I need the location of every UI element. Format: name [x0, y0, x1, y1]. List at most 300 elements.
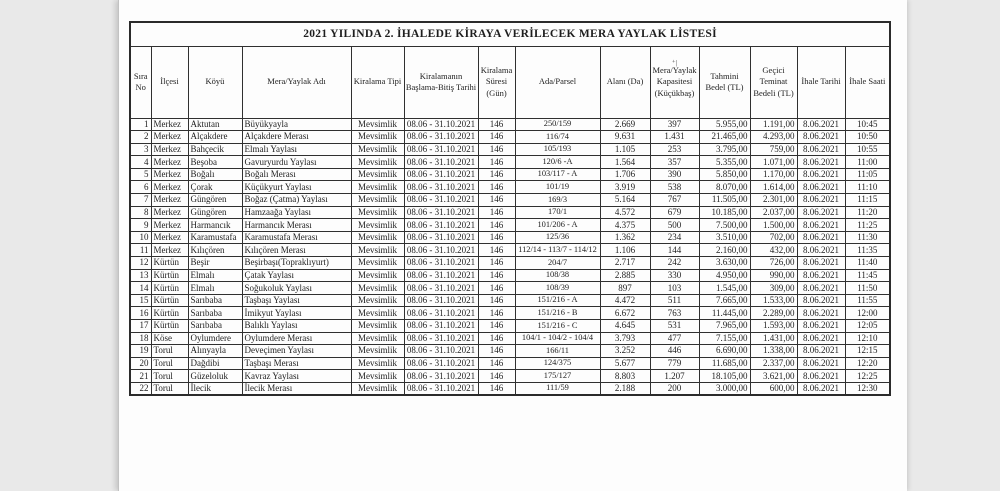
cell-alani: 9.631: [600, 131, 650, 144]
cell-sira-no: 13: [130, 269, 151, 282]
cell-ihale-saati: 12:10: [845, 332, 890, 345]
document-title: 2021 YILINDA 2. İHALEDE KİRAYA VERİLECEK MERA YAYLAK LİSTESİ: [130, 22, 890, 46]
col-header-label: Geçici Teminat Bedeli (TL): [753, 64, 794, 98]
table-row: [130, 219, 890, 232]
cell-ihale-tarihi: 8.06.2021: [797, 382, 845, 395]
cell-ihale-tarihi: 8.06.2021: [797, 332, 845, 345]
cell-ada-parsel: 112/14 - 113/7 - 114/12: [515, 244, 600, 257]
cell-ihale-saati: 12:30: [845, 382, 890, 395]
table-row: [130, 320, 890, 333]
col-header-label: Kiralama Tipi: [353, 76, 402, 87]
table-row: [130, 382, 890, 395]
cell-ilcesi: Merkez: [151, 181, 188, 194]
col-header-kapasite: [650, 46, 699, 118]
cell-gecici-teminat: 1.533,00: [750, 294, 797, 307]
cell-mera-yaylak-adi: Kılıçören Merası: [242, 244, 351, 257]
cell-ilcesi: Merkez: [151, 168, 188, 181]
cell-koyu: Elmalı: [188, 269, 242, 282]
col-header-ilcesi: [151, 46, 188, 118]
cell-gecici-teminat: 1.431,00: [750, 332, 797, 345]
cell-kiralama-tipi: Mevsimlik: [351, 345, 404, 358]
cell-kiralama-suresi: 146: [478, 370, 515, 383]
col-header-label: Sıra No: [133, 70, 148, 92]
cell-gecici-teminat: 990,00: [750, 269, 797, 282]
table-row: [130, 282, 890, 295]
cell-ihale-tarihi: 8.06.2021: [797, 357, 845, 370]
cell-kapasite: 330: [650, 269, 699, 282]
cell-kiralama-tipi: Mevsimlik: [351, 219, 404, 232]
cell-ilcesi: Köse: [151, 332, 188, 345]
cell-kiralama-tipi: Mevsimlik: [351, 231, 404, 244]
cell-kiralama-suresi: 146: [478, 206, 515, 219]
cell-alani: 1.105: [600, 143, 650, 156]
cell-kiralama-suresi: 146: [478, 118, 515, 131]
cell-sira-no: 7: [130, 194, 151, 207]
cell-mera-yaylak-adi: Deveçimen Yaylası: [242, 345, 351, 358]
cell-kiralama-tipi: Mevsimlik: [351, 257, 404, 270]
cell-koyu: Sarıbaba: [188, 294, 242, 307]
cell-kapasite: 390: [650, 168, 699, 181]
cell-ihale-tarihi: 8.06.2021: [797, 320, 845, 333]
cell-mera-yaylak-adi: Karamustafa Merası: [242, 231, 351, 244]
cell-koyu: Karamustafa: [188, 231, 242, 244]
cell-kapasite: 538: [650, 181, 699, 194]
cell-sira-no: 19: [130, 345, 151, 358]
cell-alani: 5.164: [600, 194, 650, 207]
cell-kiralama-tipi: Mevsimlik: [351, 382, 404, 395]
cell-ihale-tarihi: 8.06.2021: [797, 294, 845, 307]
cell-kiralama-tipi: Mevsimlik: [351, 320, 404, 333]
col-header-kiralama-suresi: [478, 46, 515, 118]
cell-ilcesi: Merkez: [151, 219, 188, 232]
col-header-label: İhale Saati: [849, 76, 886, 87]
cell-alani: 5.677: [600, 357, 650, 370]
cell-ada-parsel: 111/59: [515, 382, 600, 395]
col-header-label: Köyü: [205, 76, 225, 87]
cell-mera-yaylak-adi: Hamzaağa Yaylası: [242, 206, 351, 219]
table-row: [130, 370, 890, 383]
col-header-label: Kiralama Süresi (Gün): [480, 64, 513, 98]
cell-ada-parsel: 101/19: [515, 181, 600, 194]
cell-mera-yaylak-adi: İlecik Merası: [242, 382, 351, 395]
cell-ada-parsel: 125/36: [515, 231, 600, 244]
cell-kiralama-suresi: 146: [478, 294, 515, 307]
cell-koyu: Güzeloluk: [188, 370, 242, 383]
cell-ada-parsel: 175/127: [515, 370, 600, 383]
cell-ihale-tarihi: 8.06.2021: [797, 219, 845, 232]
cell-ilcesi: Merkez: [151, 244, 188, 257]
cell-gecici-teminat: 309,00: [750, 282, 797, 295]
cell-kiralama-suresi: 146: [478, 181, 515, 194]
cell-tahmini-bedel: 8.070,00: [699, 181, 750, 194]
cell-kapasite: 763: [650, 307, 699, 320]
col-header-kiralama-tarihi: [404, 46, 478, 118]
cell-ilcesi: Torul: [151, 382, 188, 395]
cell-mera-yaylak-adi: Kavraz Yaylası: [242, 370, 351, 383]
cell-kapasite: 779: [650, 357, 699, 370]
cell-kiralama-tipi: Mevsimlik: [351, 168, 404, 181]
cell-ihale-tarihi: 8.06.2021: [797, 143, 845, 156]
cell-koyu: Çorak: [188, 181, 242, 194]
cell-alani: 2.188: [600, 382, 650, 395]
cell-kapasite: 144: [650, 244, 699, 257]
cell-kiralama-tarihi: 08.06 - 31.10.2021: [404, 118, 478, 131]
cell-kiralama-tipi: Mevsimlik: [351, 206, 404, 219]
cell-kapasite: 679: [650, 206, 699, 219]
cell-koyu: Güngören: [188, 206, 242, 219]
cell-mera-yaylak-adi: Taşbaşı Merası: [242, 357, 351, 370]
cell-tahmini-bedel: 1.545,00: [699, 282, 750, 295]
cell-kiralama-suresi: 146: [478, 282, 515, 295]
document-page: [118, 0, 907, 491]
cell-gecici-teminat: 1.338,00: [750, 345, 797, 358]
cell-sira-no: 6: [130, 181, 151, 194]
table-row: [130, 345, 890, 358]
cell-kapasite: 253: [650, 143, 699, 156]
cell-alani: 3.919: [600, 181, 650, 194]
table-row: [130, 118, 890, 131]
cell-ilcesi: Merkez: [151, 206, 188, 219]
cell-ihale-tarihi: 8.06.2021: [797, 156, 845, 169]
cell-kiralama-suresi: 146: [478, 231, 515, 244]
cell-ihale-saati: 11:15: [845, 194, 890, 207]
cell-alani: 2.669: [600, 118, 650, 131]
table-row: [130, 194, 890, 207]
cell-ihale-saati: 11:00: [845, 156, 890, 169]
cell-mera-yaylak-adi: Taşbaşı Yaylası: [242, 294, 351, 307]
table-row: [130, 206, 890, 219]
cell-koyu: Aktutan: [188, 118, 242, 131]
cell-mera-yaylak-adi: Oylumdere Merası: [242, 332, 351, 345]
cell-sira-no: 12: [130, 257, 151, 270]
cell-koyu: Alınyayla: [188, 345, 242, 358]
cell-ada-parsel: 105/193: [515, 143, 600, 156]
cell-alani: 1.106: [600, 244, 650, 257]
cell-koyu: Beşoba: [188, 156, 242, 169]
cell-ilcesi: Merkez: [151, 118, 188, 131]
cell-kiralama-tarihi: 08.06 - 31.10.2021: [404, 320, 478, 333]
cell-kiralama-tipi: Mevsimlik: [351, 357, 404, 370]
table-row: [130, 168, 890, 181]
cell-kiralama-suresi: 146: [478, 382, 515, 395]
cell-tahmini-bedel: 4.950,00: [699, 269, 750, 282]
cell-sira-no: 20: [130, 357, 151, 370]
table-row: [130, 156, 890, 169]
cell-ihale-tarihi: 8.06.2021: [797, 168, 845, 181]
cell-ilcesi: Kürtün: [151, 320, 188, 333]
scan-artifact-mark: ⁺|: [671, 57, 678, 67]
table-row: [130, 332, 890, 345]
cell-sira-no: 1: [130, 118, 151, 131]
cell-mera-yaylak-adi: Gavuryurdu Yaylası: [242, 156, 351, 169]
cell-koyu: Harmancık: [188, 219, 242, 232]
col-header-koyu: [188, 46, 242, 118]
cell-kiralama-tipi: Mevsimlik: [351, 181, 404, 194]
cell-tahmini-bedel: 10.185,00: [699, 206, 750, 219]
cell-kiralama-tipi: Mevsimlik: [351, 370, 404, 383]
cell-kapasite: 1.431: [650, 131, 699, 144]
col-header-label: Mera/Yaylak Adı: [267, 76, 326, 87]
cell-kiralama-suresi: 146: [478, 357, 515, 370]
cell-ada-parsel: 120/6 -A: [515, 156, 600, 169]
cell-gecici-teminat: 1.191,00: [750, 118, 797, 131]
cell-kapasite: 477: [650, 332, 699, 345]
col-header-gecici-teminat: [750, 46, 797, 118]
cell-tahmini-bedel: 3.000,00: [699, 382, 750, 395]
cell-gecici-teminat: 2.337,00: [750, 357, 797, 370]
table-row: [130, 181, 890, 194]
cell-sira-no: 21: [130, 370, 151, 383]
cell-ihale-tarihi: 8.06.2021: [797, 118, 845, 131]
cell-gecici-teminat: 1.593,00: [750, 320, 797, 333]
cell-gecici-teminat: 2.037,00: [750, 206, 797, 219]
cell-tahmini-bedel: 6.690,00: [699, 345, 750, 358]
cell-kiralama-tarihi: 08.06 - 31.10.2021: [404, 131, 478, 144]
cell-tahmini-bedel: 21.465,00: [699, 131, 750, 144]
cell-kapasite: 531: [650, 320, 699, 333]
cell-ihale-saati: 11:10: [845, 181, 890, 194]
cell-koyu: Beşir: [188, 257, 242, 270]
cell-kiralama-tipi: Mevsimlik: [351, 269, 404, 282]
cell-ihale-tarihi: 8.06.2021: [797, 244, 845, 257]
cell-ihale-saati: 11:55: [845, 294, 890, 307]
cell-alani: 1.362: [600, 231, 650, 244]
cell-tahmini-bedel: 2.160,00: [699, 244, 750, 257]
cell-kiralama-tipi: Mevsimlik: [351, 282, 404, 295]
cell-gecici-teminat: 1.071,00: [750, 156, 797, 169]
table-row: [130, 357, 890, 370]
cell-gecici-teminat: 702,00: [750, 231, 797, 244]
cell-mera-yaylak-adi: Küçükyurt Yaylası: [242, 181, 351, 194]
cell-sira-no: 2: [130, 131, 151, 144]
cell-kiralama-tarihi: 08.06 - 31.10.2021: [404, 257, 478, 270]
cell-sira-no: 9: [130, 219, 151, 232]
cell-kiralama-suresi: 146: [478, 143, 515, 156]
table-row: [130, 269, 890, 282]
cell-ada-parsel: 166/11: [515, 345, 600, 358]
cell-alani: 1.706: [600, 168, 650, 181]
cell-sira-no: 17: [130, 320, 151, 333]
cell-ihale-tarihi: 8.06.2021: [797, 345, 845, 358]
cell-tahmini-bedel: 7.500,00: [699, 219, 750, 232]
cell-mera-yaylak-adi: İmikyut Yaylası: [242, 307, 351, 320]
cell-kiralama-tarihi: 08.06 - 31.10.2021: [404, 345, 478, 358]
mera-yaylak-table: [129, 21, 891, 396]
cell-ada-parsel: 151/216 - A: [515, 294, 600, 307]
cell-tahmini-bedel: 11.685,00: [699, 357, 750, 370]
cell-sira-no: 3: [130, 143, 151, 156]
cell-kiralama-suresi: 146: [478, 332, 515, 345]
cell-kiralama-tipi: Mevsimlik: [351, 244, 404, 257]
cell-koyu: Güngören: [188, 194, 242, 207]
cell-kiralama-tarihi: 08.06 - 31.10.2021: [404, 244, 478, 257]
cell-ada-parsel: 204/7: [515, 257, 600, 270]
cell-ilcesi: Merkez: [151, 156, 188, 169]
cell-kiralama-suresi: 146: [478, 131, 515, 144]
cell-ilcesi: Kürtün: [151, 307, 188, 320]
table-row: [130, 307, 890, 320]
cell-tahmini-bedel: 7.965,00: [699, 320, 750, 333]
cell-sira-no: 4: [130, 156, 151, 169]
cell-gecici-teminat: 1.614,00: [750, 181, 797, 194]
cell-kiralama-suresi: 146: [478, 307, 515, 320]
cell-kiralama-tipi: Mevsimlik: [351, 131, 404, 144]
cell-ihale-tarihi: 8.06.2021: [797, 269, 845, 282]
cell-gecici-teminat: 759,00: [750, 143, 797, 156]
cell-kiralama-tarihi: 08.06 - 31.10.2021: [404, 269, 478, 282]
cell-ada-parsel: 169/3: [515, 194, 600, 207]
cell-kiralama-tarihi: 08.06 - 31.10.2021: [404, 294, 478, 307]
cell-sira-no: 8: [130, 206, 151, 219]
cell-ilcesi: Kürtün: [151, 257, 188, 270]
cell-kiralama-tipi: Mevsimlik: [351, 156, 404, 169]
cell-sira-no: 5: [130, 168, 151, 181]
cell-ada-parsel: 108/39: [515, 282, 600, 295]
cell-ihale-tarihi: 8.06.2021: [797, 131, 845, 144]
cell-sira-no: 22: [130, 382, 151, 395]
cell-koyu: Alçakdere: [188, 131, 242, 144]
cell-ihale-saati: 12:25: [845, 370, 890, 383]
cell-koyu: Sarıbaba: [188, 320, 242, 333]
cell-kiralama-tarihi: 08.06 - 31.10.2021: [404, 231, 478, 244]
cell-ihale-tarihi: 8.06.2021: [797, 231, 845, 244]
cell-ilcesi: Kürtün: [151, 269, 188, 282]
cell-mera-yaylak-adi: Beşirbaşı(Topraklıyurt): [242, 257, 351, 270]
cell-kapasite: 397: [650, 118, 699, 131]
cell-kiralama-tarihi: 08.06 - 31.10.2021: [404, 156, 478, 169]
cell-kiralama-tipi: Mevsimlik: [351, 118, 404, 131]
col-header-ihale-tarihi: [797, 46, 845, 118]
cell-kapasite: 500: [650, 219, 699, 232]
cell-kiralama-tarihi: 08.06 - 31.10.2021: [404, 332, 478, 345]
cell-gecici-teminat: 726,00: [750, 257, 797, 270]
cell-ada-parsel: 170/1: [515, 206, 600, 219]
cell-ihale-tarihi: 8.06.2021: [797, 257, 845, 270]
col-header-mera-yaylak-adi: [242, 46, 351, 118]
cell-koyu: Oylumdere: [188, 332, 242, 345]
cell-mera-yaylak-adi: Balıklı Yaylası: [242, 320, 351, 333]
cell-kiralama-suresi: 146: [478, 194, 515, 207]
cell-gecici-teminat: 3.621,00: [750, 370, 797, 383]
cell-gecici-teminat: 600,00: [750, 382, 797, 395]
cell-koyu: Elmalı: [188, 282, 242, 295]
cell-kiralama-suresi: 146: [478, 320, 515, 333]
cell-ada-parsel: 151/216 - C: [515, 320, 600, 333]
cell-ada-parsel: 116/74: [515, 131, 600, 144]
cell-ilcesi: Kürtün: [151, 294, 188, 307]
col-header-ada-parsel: [515, 46, 600, 118]
cell-ilcesi: Kürtün: [151, 282, 188, 295]
table-row: [130, 131, 890, 144]
title-row: [130, 22, 890, 46]
cell-kiralama-suresi: 146: [478, 219, 515, 232]
cell-alani: 2.717: [600, 257, 650, 270]
cell-ilcesi: Torul: [151, 357, 188, 370]
cell-ilcesi: Torul: [151, 370, 188, 383]
cell-mera-yaylak-adi: Harmancık Merası: [242, 219, 351, 232]
cell-gecici-teminat: 4.293,00: [750, 131, 797, 144]
cell-mera-yaylak-adi: Alçakdere Merası: [242, 131, 351, 144]
cell-alani: 8.803: [600, 370, 650, 383]
cell-alani: 4.572: [600, 206, 650, 219]
cell-ada-parsel: 104/1 - 104/2 - 104/4: [515, 332, 600, 345]
cell-ilcesi: Merkez: [151, 131, 188, 144]
cell-tahmini-bedel: 5.955,00: [699, 118, 750, 131]
cell-ilcesi: Merkez: [151, 143, 188, 156]
cell-mera-yaylak-adi: Soğukoluk Yaylası: [242, 282, 351, 295]
cell-sira-no: 10: [130, 231, 151, 244]
cell-sira-no: 11: [130, 244, 151, 257]
cell-tahmini-bedel: 3.510,00: [699, 231, 750, 244]
cell-alani: 897: [600, 282, 650, 295]
cell-kiralama-tipi: Mevsimlik: [351, 194, 404, 207]
cell-tahmini-bedel: 7.665,00: [699, 294, 750, 307]
col-header-kiralama-tipi: [351, 46, 404, 118]
cell-ihale-tarihi: 8.06.2021: [797, 307, 845, 320]
cell-ihale-saati: 11:30: [845, 231, 890, 244]
cell-tahmini-bedel: 3.630,00: [699, 257, 750, 270]
cell-alani: 4.472: [600, 294, 650, 307]
cell-kiralama-suresi: 146: [478, 257, 515, 270]
cell-gecici-teminat: 2.301,00: [750, 194, 797, 207]
cell-ihale-saati: 10:55: [845, 143, 890, 156]
cell-alani: 2.885: [600, 269, 650, 282]
cell-kiralama-tarihi: 08.06 - 31.10.2021: [404, 357, 478, 370]
cell-ihale-saati: 11:45: [845, 269, 890, 282]
cell-kapasite: 357: [650, 156, 699, 169]
table-body: [130, 118, 890, 395]
cell-ilcesi: Torul: [151, 345, 188, 358]
cell-sira-no: 15: [130, 294, 151, 307]
col-header-sira-no: [130, 46, 151, 118]
cell-tahmini-bedel: 18.105,00: [699, 370, 750, 383]
cell-mera-yaylak-adi: Boğaz (Çatma) Yaylası: [242, 194, 351, 207]
cell-alani: 6.672: [600, 307, 650, 320]
col-header-label: İhale Tarihi: [801, 76, 841, 87]
cell-sira-no: 14: [130, 282, 151, 295]
cell-ihale-saati: 11:05: [845, 168, 890, 181]
cell-koyu: Kılıçören: [188, 244, 242, 257]
cell-ilcesi: Merkez: [151, 194, 188, 207]
cell-ihale-saati: 12:00: [845, 307, 890, 320]
cell-tahmini-bedel: 11.505,00: [699, 194, 750, 207]
cell-koyu: Bahçecik: [188, 143, 242, 156]
cell-sira-no: 16: [130, 307, 151, 320]
cell-kiralama-tarihi: 08.06 - 31.10.2021: [404, 282, 478, 295]
col-header-label: Ada/Parsel: [538, 76, 577, 87]
cell-ada-parsel: 124/375: [515, 357, 600, 370]
cell-gecici-teminat: 1.500,00: [750, 219, 797, 232]
cell-kapasite: 200: [650, 382, 699, 395]
cell-kiralama-tarihi: 08.06 - 31.10.2021: [404, 307, 478, 320]
cell-kapasite: 103: [650, 282, 699, 295]
col-header-label: Kiralamanın Başlama-Bitiş Tarihi: [405, 70, 477, 92]
cell-kiralama-tipi: Mevsimlik: [351, 294, 404, 307]
cell-sira-no: 18: [130, 332, 151, 345]
cell-gecici-teminat: 432,00: [750, 244, 797, 257]
col-header-label: Mera/Yaylak Kapasitesi (Küçükbaş): [652, 64, 697, 98]
cell-kiralama-tipi: Mevsimlik: [351, 143, 404, 156]
cell-tahmini-bedel: 11.445,00: [699, 307, 750, 320]
table-row: [130, 143, 890, 156]
cell-kiralama-tarihi: 08.06 - 31.10.2021: [404, 382, 478, 395]
cell-kiralama-tarihi: 08.06 - 31.10.2021: [404, 370, 478, 383]
table-row: [130, 257, 890, 270]
cell-ada-parsel: 101/206 - A: [515, 219, 600, 232]
cell-ada-parsel: 108/38: [515, 269, 600, 282]
table-header-row: [130, 46, 890, 118]
cell-alani: 4.645: [600, 320, 650, 333]
